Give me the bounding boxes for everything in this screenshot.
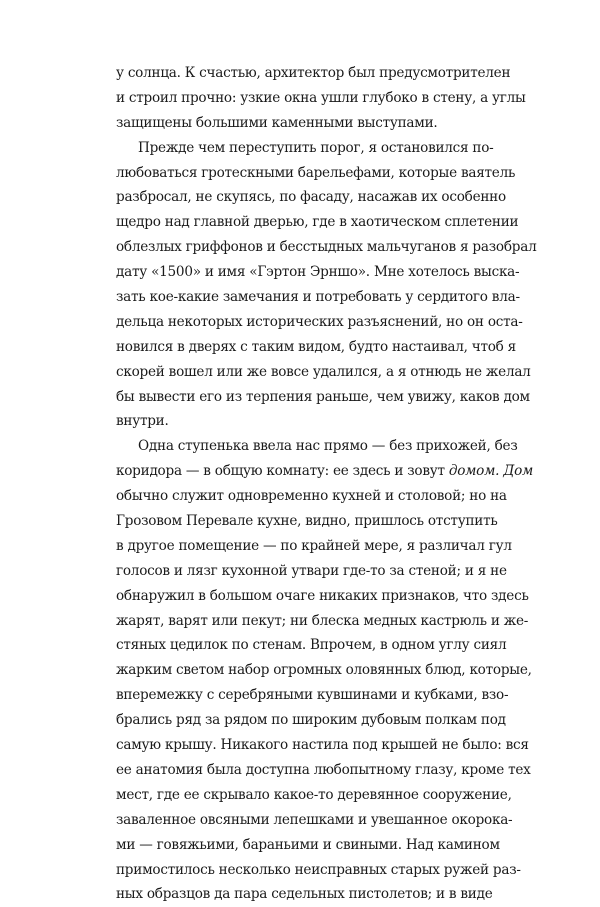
text-line: Грозовом Перевале кухне, видно, пришлось отступить bbox=[116, 513, 498, 530]
text-line: обычно служит одновременно кухней и столовой; но на bbox=[116, 488, 507, 505]
text-line: и строил прочно: узкие окна ушли глубоко в стену, а углы bbox=[116, 89, 526, 106]
italic-word: Дом bbox=[503, 463, 534, 480]
text-line: мест, где ее скрывало какое-то деревянное сооружение, bbox=[116, 786, 512, 803]
text-line: дельца некоторых исторических разъяснений, но он оста- bbox=[116, 313, 523, 330]
text-line-with-italics bbox=[116, 459, 534, 484]
text-line: жарким светом набор огромных оловянных блюд, которые, bbox=[116, 662, 532, 679]
text-line: ных образцов да пара седельных пистолетов; и в виде bbox=[116, 886, 493, 903]
text-line: примостилось несколько неисправных старых ружей раз- bbox=[116, 861, 521, 878]
text-line: вперемежку с серебряными кувшинами и кубками, взо- bbox=[116, 687, 509, 704]
text-block bbox=[116, 61, 537, 907]
text-line: обнаружил в большом очаге никаких признаков, что здесь bbox=[116, 587, 529, 604]
text-line: скорей вошел или же вовсе удалился, а я отнюдь не желал bbox=[116, 363, 531, 380]
text-line: разбросал, не скупясь, по фасаду, насажав их особенно bbox=[116, 189, 506, 206]
text-line: внутри. bbox=[116, 413, 169, 430]
text-line: любоваться гротескными барельефами, которые ваятель bbox=[116, 164, 516, 181]
text-line: облезлых гриффонов и бесстыдных мальчуганов я разобрал bbox=[116, 239, 537, 256]
text-line: новился в дверях с таким видом, будто настаивал, чтоб я bbox=[116, 338, 517, 355]
text-line: голосов и лязг кухонной утвари где-то за стеной; и я не bbox=[116, 562, 507, 579]
text-line: в другое помещение — по крайней мере, я различал гул bbox=[116, 537, 512, 554]
text-line: Одна ступенька ввела нас прямо — без прихожей, без bbox=[138, 438, 518, 455]
italic-word: домом. bbox=[448, 463, 500, 480]
text-line: бы вывести его из терпения раньше, чем увижу, каков дом bbox=[116, 388, 530, 405]
text-line: заваленное овсяными лепешками и увешанное окорока- bbox=[116, 811, 513, 828]
text-line: брались ряд за рядом по широким дубовым полкам под bbox=[116, 712, 506, 729]
text-line: дату «1500» и имя «Гэртон Эрншо». Мне хотелось выска- bbox=[116, 264, 520, 281]
text-line: зать кое-какие замечания и потребовать у сердитого вла- bbox=[116, 289, 520, 306]
text-line: ми — говяжьими, бараньими и свиными. Над камином bbox=[116, 836, 500, 853]
text-line: стяных цедилок по стенам. Впрочем, в одном углу сиял bbox=[116, 637, 507, 654]
text-line: Прежде чем переступить порог, я остановился по- bbox=[138, 139, 494, 156]
text-line: самую крышу. Никакого настила под крышей не было: вся bbox=[116, 737, 529, 754]
text-line: ее анатомия была доступна любопытному глазу, кроме тех bbox=[116, 761, 531, 778]
text-segment: коридора — в общую комнату: ее здесь и зовут bbox=[116, 463, 445, 480]
text-line: жарят, варят или пекут; ни блеска медных кастрюль и же- bbox=[116, 612, 529, 629]
text-line: защищены большими каменными выступами. bbox=[116, 114, 438, 131]
text-line: у солнца. К счастью, архитектор был предусмотрителен bbox=[116, 65, 511, 81]
text-line: щедро над главной дверью, где в хаотическом сплетении bbox=[116, 214, 519, 231]
